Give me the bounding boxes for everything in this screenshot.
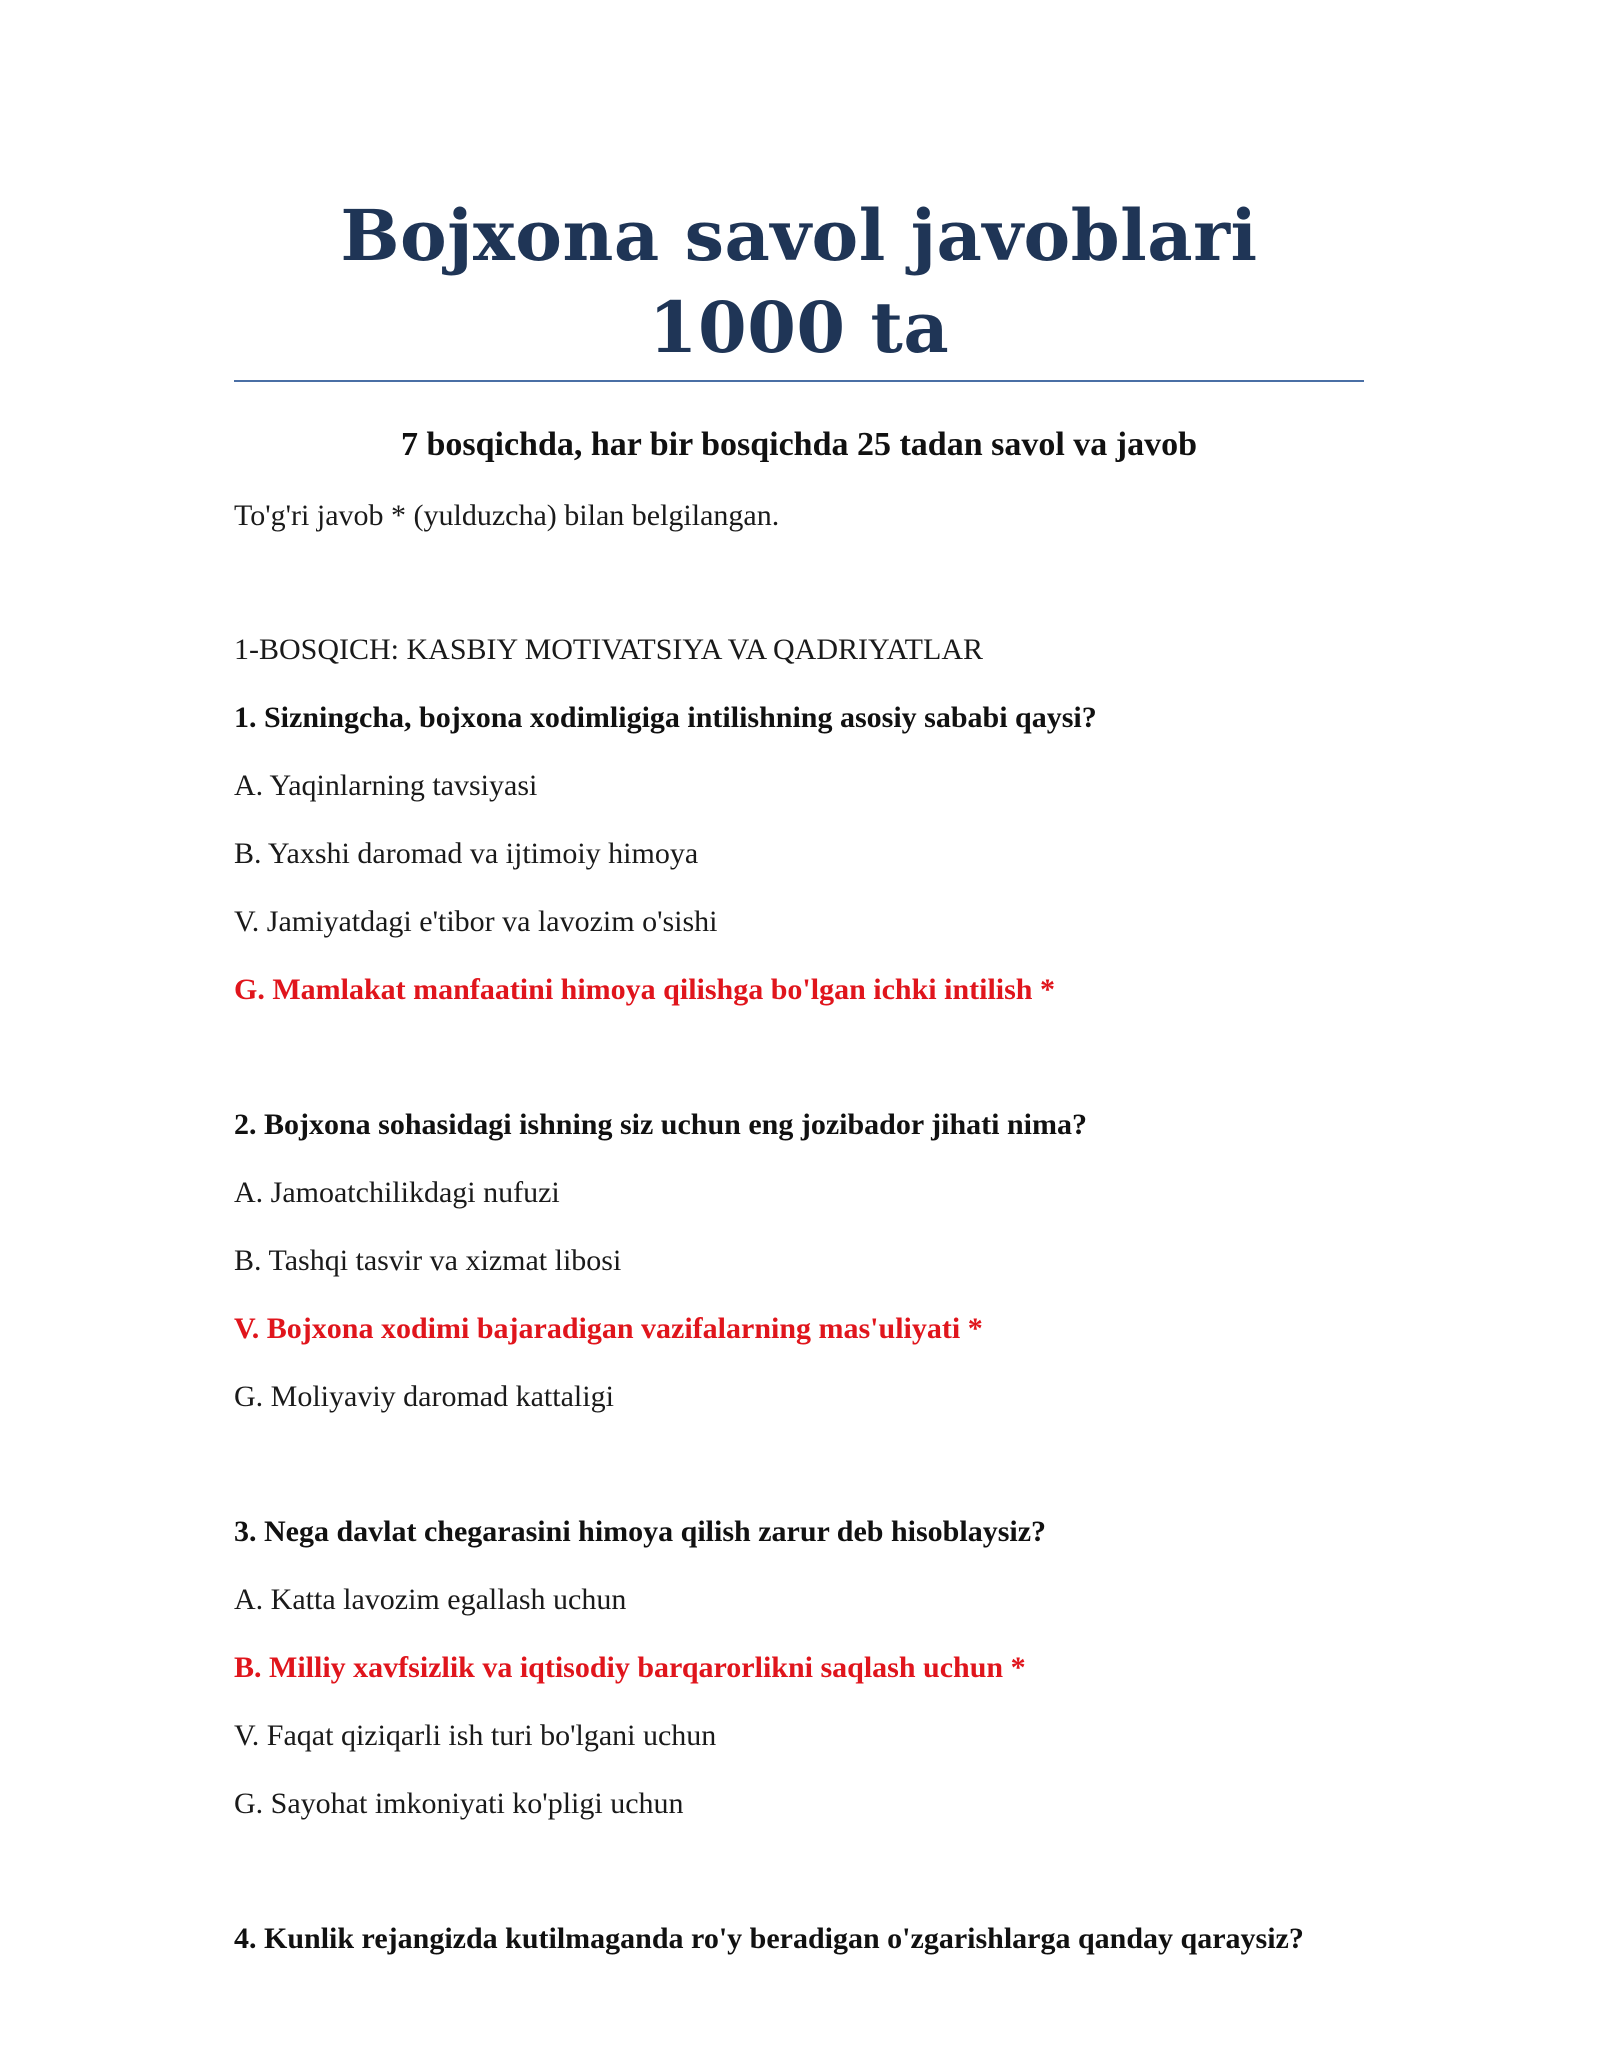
answer-option: B. Tashqi tasvir va xizmat libosi [234,1244,622,1277]
answer-option: B. Yaxshi daromad va ijtimoiy himoya [234,837,699,870]
question-text: 1. Sizningcha, bojxona xodimligiga intilishning asosiy sababi qaysi? [234,701,1097,734]
question-block-2 [234,1105,1364,1417]
question-text: 4. Kunlik rejangizda kutilmaganda ro'y beradigan o'zgarishlarga qanday qaraysiz? [234,1922,1304,1955]
document-subtitle: 7 bosqichda, har bir bosqichda 25 tadan savol va javob [400,426,1198,463]
answer-option: A. Katta lavozim egallash uchun [234,1583,627,1616]
question-block-3 [234,1512,1364,1824]
answer-option: V. Jamiyatdagi e'tibor va lavozim o'sishi [234,905,718,938]
question-text: 2. Bojxona sohasidagi ishning siz uchun eng jozibador jihati nima? [234,1108,1087,1141]
document-title: Bojxona savol javoblari 1000 ta [340,194,1258,369]
intro-note: To'g'ri javob * (yulduzcha) bilan belgilangan. [234,499,780,532]
document-page [234,190,1364,1959]
answer-option-correct: G. Mamlakat manfaatini himoya qilishga bo'lgan ichki intilish * [234,973,1055,1006]
question-block-4 [234,1919,1364,1959]
answer-option-correct: B. Milliy xavfsizlik va iqtisodiy barqarorlikni saqlash uchun * [234,1651,1026,1684]
answer-option-correct: V. Bojxona xodimi bajaradigan vazifalarning mas'uliyati * [234,1312,983,1345]
answer-option: A. Jamoatchilikdagi nufuzi [234,1176,560,1209]
answer-option: A. Yaqinlarning tavsiyasi [234,769,538,802]
title-underline [234,380,1364,382]
answer-option: G. Sayohat imkoniyati ko'pligi uchun [234,1787,684,1820]
question-block-1 [234,698,1364,1010]
answer-option: G. Moliyaviy daromad kattaligi [234,1380,614,1413]
stage-heading: 1-BOSQICH: KASBIY MOTIVATSIYA VA QADRIYATLAR [234,633,983,666]
answer-option: V. Faqat qiziqarli ish turi bo'lgani uchun [234,1719,717,1752]
question-text: 3. Nega davlat chegarasini himoya qilish zarur deb hisoblaysiz? [234,1515,1047,1548]
